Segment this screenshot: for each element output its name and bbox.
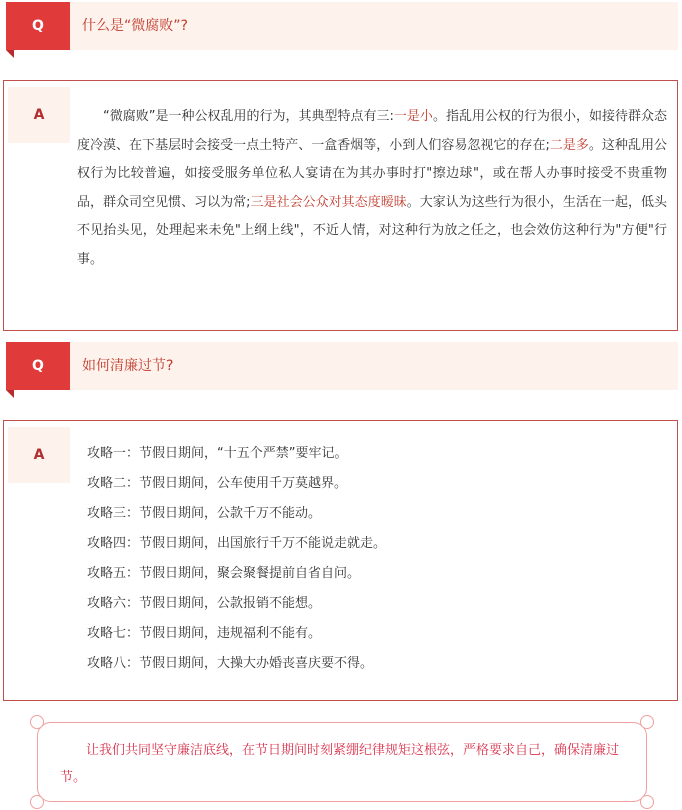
answer-text-segment: 。指乱用公权的行为很小，如接待群众态度冷漠、在下基层时会接受一点土特产、一盒香烟等，小到人们容易忽视它的存在;	[77, 109, 667, 153]
closing-note	[37, 722, 647, 802]
answer-highlight: 一是小	[393, 109, 433, 124]
corner-ornament	[30, 795, 44, 809]
answer-highlight: 三是社会公众对其态度暧昧	[250, 194, 407, 210]
tip-item: 攻略三：节假日期间，公款千万不能动。	[87, 506, 322, 521]
question-badge: Q	[6, 2, 70, 50]
answer-highlight: 二是多	[549, 137, 589, 153]
corner-ornament	[30, 715, 44, 729]
closing-note-text: 让我们共同坚守廉洁底线，在节日期间时刻紧绷纪律规矩这根弦，严格要求自己，确保清廉过节。	[60, 743, 620, 785]
tips-list	[87, 439, 386, 679]
tip-item: 攻略二：节假日期间，公车使用千万莫越界。	[87, 476, 348, 491]
corner-ornament	[640, 715, 654, 729]
answer-paragraph	[77, 103, 667, 274]
answer-text-segment: 。大家认为这些行为很小，生活在一起，低头不见抬头见，处理起来未免"上纲上线"，不近人情，对这种行为放之任之，也会效仿这种行为"方便"行事。	[77, 194, 667, 267]
answer-box-2	[3, 420, 678, 701]
corner-ornament	[640, 795, 654, 809]
tip-item: 攻略六：节假日期间，公款报销不能想。	[87, 596, 322, 611]
question-text: 如何清廉过节?	[82, 358, 174, 374]
question-bar-1	[6, 2, 678, 50]
tip-item: 攻略四：节假日期间，出国旅行千万不能说走就走。	[87, 536, 387, 551]
question-badge: Q	[6, 342, 70, 390]
tip-item: 攻略五：节假日期间，聚会聚餐提前自省自问。	[87, 566, 361, 581]
answer-badge: A	[8, 427, 70, 483]
answer-badge: A	[8, 87, 70, 143]
tip-item: 攻略八：节假日期间，大操大办婚丧喜庆要不得。	[87, 656, 374, 671]
answer-text-segment: 。这种乱用公权行为比较普遍，如接受服务单位私人宴请在为其办事时打"擦边球"，或在帮人办事时接受不贵重物品，群众司空见惯、习以为常;	[77, 137, 667, 210]
answer-box-1	[3, 80, 678, 331]
tip-item: 攻略七：节假日期间，违规福利不能有。	[87, 626, 322, 641]
question-text: 什么是“微腐败”?	[82, 18, 188, 34]
tip-item: 攻略一：节假日期间，“十五个严禁”要牢记。	[87, 446, 348, 461]
question-bar-2	[6, 342, 678, 390]
answer-text-segment: “微腐败”是一种公权乱用的行为，其典型特点有三:	[77, 109, 394, 124]
